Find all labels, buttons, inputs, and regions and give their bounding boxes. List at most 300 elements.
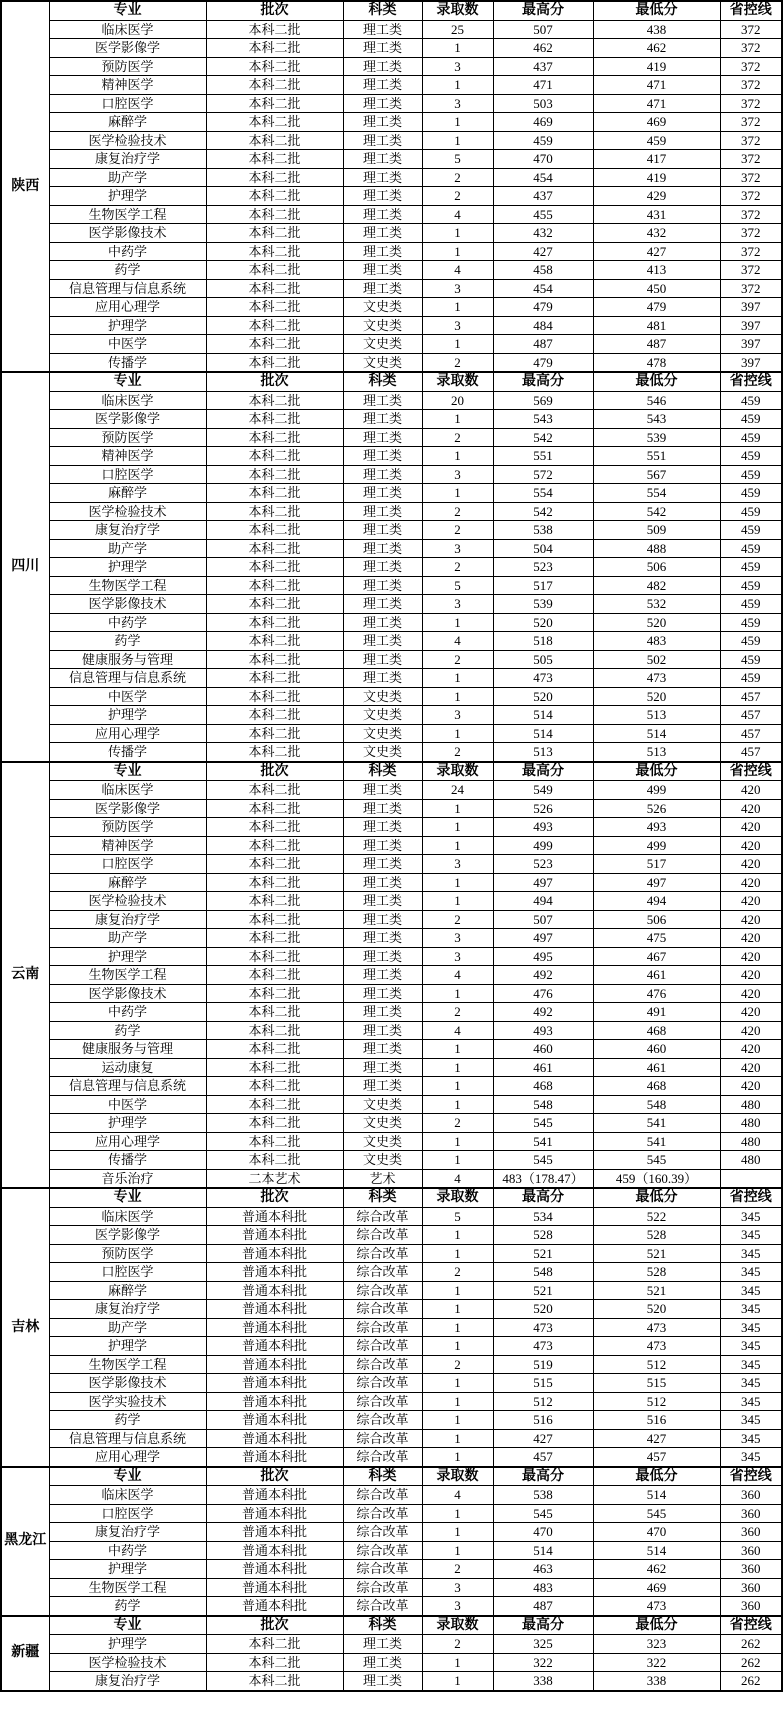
cell-major: 信息管理与信息系统 [49,669,206,688]
cell-max-score: 479 [493,298,593,317]
column-header: 批次 [206,1467,343,1486]
table-row [1,76,782,95]
cell-category: 综合改革 [343,1578,422,1597]
column-header: 专业 [49,1616,206,1635]
cell-min-score: 459 [593,131,720,150]
cell-min-score: 515 [593,1374,720,1393]
cell-min-score: 473 [593,1318,720,1337]
cell-batch: 普通本科批 [206,1448,343,1467]
cell-batch: 本科二批 [206,613,343,632]
cell-min-score: 543 [593,410,720,429]
table-row [1,1672,782,1691]
cell-major: 麻醉学 [49,1281,206,1300]
cell-max-score: 538 [493,521,593,540]
column-header: 录取数 [422,1467,493,1486]
cell-major: 应用心理学 [49,298,206,317]
cell-cutoff [720,1169,782,1188]
cell-cutoff: 360 [720,1504,782,1523]
column-header: 科类 [343,1467,422,1486]
cell-major: 口腔医学 [49,855,206,874]
cell-min-score: 419 [593,168,720,187]
cell-count: 1 [422,892,493,911]
cell-major: 精神医学 [49,76,206,95]
table-row [1,410,782,429]
cell-count: 2 [422,168,493,187]
table-row [1,428,782,447]
table-row [1,650,782,669]
cell-min-score: 459（160.39） [593,1169,720,1188]
cell-count: 1 [422,1226,493,1245]
cell-count: 1 [422,447,493,466]
cell-min-score: 322 [593,1653,720,1672]
cell-major: 医学影像学 [49,410,206,429]
cell-count: 1 [422,1040,493,1059]
column-header: 录取数 [422,762,493,781]
cell-category: 理工类 [343,428,422,447]
table-row [1,818,782,837]
table-row [1,910,782,929]
table-row [1,743,782,762]
cell-min-score: 541 [593,1114,720,1133]
cell-min-score: 514 [593,1486,720,1505]
cell-major: 医学实验技术 [49,1392,206,1411]
cell-batch: 普通本科批 [206,1337,343,1356]
cell-min-score: 551 [593,447,720,466]
cell-count: 1 [422,613,493,632]
cell-max-score: 499 [493,836,593,855]
cell-category: 综合改革 [343,1597,422,1616]
cell-batch: 本科二批 [206,205,343,224]
cell-min-score: 541 [593,1132,720,1151]
table-row [1,168,782,187]
cell-category: 文史类 [343,1151,422,1170]
cell-category: 文史类 [343,743,422,762]
table-row [1,1653,782,1672]
cell-cutoff: 480 [720,1151,782,1170]
cell-max-score: 572 [493,465,593,484]
cell-batch: 本科二批 [206,706,343,725]
cell-cutoff: 459 [720,391,782,410]
cell-batch: 本科二批 [206,113,343,132]
cell-count: 1 [422,1300,493,1319]
table-row [1,465,782,484]
cell-major: 护理学 [49,706,206,725]
column-header: 省控线 [720,1,782,20]
cell-category: 理工类 [343,595,422,614]
cell-batch: 本科二批 [206,1672,343,1691]
cell-max-score: 512 [493,1392,593,1411]
cell-min-score: 545 [593,1151,720,1170]
cell-min-score: 462 [593,39,720,58]
cell-batch: 本科二批 [206,57,343,76]
cell-cutoff: 360 [720,1541,782,1560]
cell-category: 理工类 [343,892,422,911]
cell-count: 1 [422,484,493,503]
cell-max-score: 457 [493,1448,593,1467]
cell-batch: 本科二批 [206,1003,343,1022]
column-header: 最高分 [493,372,593,391]
column-header: 专业 [49,372,206,391]
cell-category: 艺术 [343,1169,422,1188]
cell-max-score: 471 [493,76,593,95]
cell-cutoff: 397 [720,316,782,335]
cell-category: 理工类 [343,131,422,150]
cell-min-score: 532 [593,595,720,614]
cell-min-score: 468 [593,1077,720,1096]
cell-batch: 本科二批 [206,502,343,521]
cell-category: 理工类 [343,20,422,39]
table-row [1,799,782,818]
cell-major: 护理学 [49,187,206,206]
cell-min-score: 427 [593,242,720,261]
cell-max-score: 541 [493,1132,593,1151]
cell-major: 医学影像学 [49,39,206,58]
cell-max-score: 538 [493,1486,593,1505]
cell-major: 预防医学 [49,818,206,837]
cell-category: 综合改革 [343,1226,422,1245]
cell-cutoff: 480 [720,1095,782,1114]
cell-count: 1 [422,76,493,95]
cell-category: 理工类 [343,873,422,892]
cell-major: 麻醉学 [49,873,206,892]
cell-min-score: 497 [593,873,720,892]
table-row [1,669,782,688]
cell-min-score: 467 [593,947,720,966]
cell-min-score: 528 [593,1226,720,1245]
column-header: 最高分 [493,762,593,781]
cell-major: 信息管理与信息系统 [49,1077,206,1096]
table-row [1,1151,782,1170]
cell-category: 理工类 [343,391,422,410]
column-header-row [1,1188,782,1207]
cell-max-score: 463 [493,1560,593,1579]
column-header-row [1,1467,782,1486]
cell-count: 3 [422,1597,493,1616]
cell-max-score: 549 [493,781,593,800]
cell-major: 医学影像技术 [49,595,206,614]
cell-cutoff: 459 [720,650,782,669]
cell-major: 药学 [49,261,206,280]
cell-count: 1 [422,1374,493,1393]
cell-major: 医学检验技术 [49,131,206,150]
table-row [1,1300,782,1319]
table-row [1,1560,782,1579]
table-row [1,316,782,335]
cell-batch: 本科二批 [206,521,343,540]
cell-batch: 本科二批 [206,484,343,503]
cell-max-score: 548 [493,1263,593,1282]
cell-batch: 普通本科批 [206,1263,343,1282]
table-row [1,1021,782,1040]
cell-major: 临床医学 [49,1207,206,1226]
cell-count: 25 [422,20,493,39]
cell-category: 文史类 [343,298,422,317]
cell-category: 理工类 [343,613,422,632]
cell-cutoff: 420 [720,1040,782,1059]
cell-max-score: 520 [493,613,593,632]
cell-min-score: 469 [593,1578,720,1597]
cell-category: 文史类 [343,1114,422,1133]
cell-min-score: 516 [593,1411,720,1430]
cell-cutoff: 459 [720,521,782,540]
cell-cutoff: 372 [720,131,782,150]
cell-count: 1 [422,39,493,58]
cell-batch: 本科二批 [206,279,343,298]
cell-category: 综合改革 [343,1541,422,1560]
cell-count: 3 [422,539,493,558]
cell-count: 5 [422,150,493,169]
table-row [1,1635,782,1654]
cell-major: 护理学 [49,947,206,966]
column-header-row [1,372,782,391]
cell-category: 理工类 [343,984,422,1003]
cell-max-score: 521 [493,1244,593,1263]
cell-count: 1 [422,1281,493,1300]
cell-min-score: 567 [593,465,720,484]
cell-batch: 普通本科批 [206,1560,343,1579]
table-row [1,984,782,1003]
cell-major: 助产学 [49,1318,206,1337]
cell-cutoff: 372 [720,113,782,132]
cell-cutoff: 457 [720,706,782,725]
cell-min-score: 520 [593,687,720,706]
table-row [1,261,782,280]
cell-max-score: 495 [493,947,593,966]
cell-max-score: 545 [493,1151,593,1170]
province-label: 吉林 [1,1188,49,1467]
cell-batch: 本科二批 [206,1077,343,1096]
cell-major: 口腔医学 [49,94,206,113]
cell-min-score: 461 [593,966,720,985]
cell-count: 4 [422,1486,493,1505]
cell-count: 1 [422,1392,493,1411]
cell-max-score: 514 [493,1541,593,1560]
cell-batch: 普通本科批 [206,1578,343,1597]
column-header: 批次 [206,762,343,781]
cell-max-score: 458 [493,261,593,280]
cell-min-score: 471 [593,94,720,113]
cell-cutoff: 345 [720,1300,782,1319]
cell-category: 理工类 [343,76,422,95]
cell-max-score: 548 [493,1095,593,1114]
column-header: 科类 [343,762,422,781]
cell-batch: 本科二批 [206,687,343,706]
cell-max-score: 523 [493,558,593,577]
cell-category: 综合改革 [343,1504,422,1523]
cell-batch: 本科二批 [206,966,343,985]
cell-min-score: 514 [593,1541,720,1560]
table-row [1,1374,782,1393]
cell-category: 文史类 [343,1095,422,1114]
cell-batch: 本科二批 [206,595,343,614]
cell-category: 文史类 [343,353,422,372]
cell-max-score: 504 [493,539,593,558]
cell-batch: 普通本科批 [206,1392,343,1411]
cell-category: 理工类 [343,113,422,132]
cell-major: 生物医学工程 [49,1355,206,1374]
cell-min-score: 506 [593,910,720,929]
cell-cutoff: 420 [720,1003,782,1022]
cell-max-score: 492 [493,1003,593,1022]
cell-batch: 普通本科批 [206,1486,343,1505]
cell-count: 1 [422,410,493,429]
cell-min-score: 413 [593,261,720,280]
table-row [1,873,782,892]
table-row [1,966,782,985]
cell-count: 2 [422,1114,493,1133]
cell-max-score: 473 [493,1337,593,1356]
cell-category: 综合改革 [343,1300,422,1319]
cell-cutoff: 459 [720,669,782,688]
cell-max-score: 473 [493,1318,593,1337]
cell-category: 综合改革 [343,1448,422,1467]
cell-cutoff: 459 [720,465,782,484]
cell-cutoff: 420 [720,1021,782,1040]
cell-min-score: 469 [593,113,720,132]
table-row [1,113,782,132]
cell-batch: 本科二批 [206,1635,343,1654]
cell-major: 传播学 [49,743,206,762]
cell-max-score: 497 [493,873,593,892]
cell-min-score: 513 [593,706,720,725]
cell-batch: 普通本科批 [206,1523,343,1542]
cell-max-score: 528 [493,1226,593,1245]
cell-max-score: 519 [493,1355,593,1374]
cell-category: 文史类 [343,706,422,725]
cell-major: 临床医学 [49,1486,206,1505]
cell-category: 理工类 [343,818,422,837]
table-row [1,1504,782,1523]
cell-category: 理工类 [343,1077,422,1096]
cell-cutoff: 420 [720,1058,782,1077]
cell-min-score: 548 [593,1095,720,1114]
table-row [1,1523,782,1542]
cell-cutoff: 420 [720,966,782,985]
cell-batch: 普通本科批 [206,1226,343,1245]
cell-cutoff: 372 [720,224,782,243]
cell-cutoff: 372 [720,57,782,76]
province-label: 陕西 [1,1,49,372]
cell-category: 综合改革 [343,1374,422,1393]
cell-major: 临床医学 [49,20,206,39]
cell-min-score: 493 [593,818,720,837]
cell-max-score: 494 [493,892,593,911]
cell-batch: 本科二批 [206,1132,343,1151]
cell-count: 1 [422,1058,493,1077]
cell-major: 医学影像技术 [49,984,206,1003]
table-row [1,836,782,855]
table-row [1,1486,782,1505]
cell-count: 3 [422,595,493,614]
cell-major: 护理学 [49,1635,206,1654]
column-header: 专业 [49,1188,206,1207]
cell-cutoff: 345 [720,1207,782,1226]
cell-major: 应用心理学 [49,1448,206,1467]
cell-cutoff: 360 [720,1523,782,1542]
cell-major: 麻醉学 [49,113,206,132]
cell-batch: 本科二批 [206,818,343,837]
cell-cutoff: 345 [720,1374,782,1393]
table-row [1,242,782,261]
cell-batch: 本科二批 [206,187,343,206]
cell-count: 1 [422,1337,493,1356]
cell-batch: 普通本科批 [206,1597,343,1616]
cell-cutoff: 459 [720,595,782,614]
cell-cutoff: 360 [720,1597,782,1616]
cell-count: 2 [422,187,493,206]
table-row [1,706,782,725]
cell-major: 护理学 [49,558,206,577]
cell-max-score: 503 [493,94,593,113]
cell-batch: 本科二批 [206,984,343,1003]
cell-cutoff: 459 [720,539,782,558]
cell-min-score: 494 [593,892,720,911]
cell-major: 药学 [49,1021,206,1040]
cell-max-score: 469 [493,113,593,132]
cell-min-score: 512 [593,1392,720,1411]
cell-cutoff: 420 [720,873,782,892]
cell-count: 3 [422,1578,493,1597]
cell-max-score: 462 [493,39,593,58]
cell-min-score: 546 [593,391,720,410]
cell-major: 康复治疗学 [49,521,206,540]
cell-batch: 本科二批 [206,929,343,948]
cell-count: 1 [422,1095,493,1114]
column-header: 最高分 [493,1467,593,1486]
province-label: 四川 [1,372,49,762]
cell-max-score: 437 [493,57,593,76]
cell-cutoff: 345 [720,1355,782,1374]
column-header: 批次 [206,1616,343,1635]
cell-major: 助产学 [49,168,206,187]
cell-cutoff: 345 [720,1392,782,1411]
cell-max-score: 454 [493,168,593,187]
cell-batch: 本科二批 [206,650,343,669]
cell-min-score: 461 [593,1058,720,1077]
cell-category: 理工类 [343,855,422,874]
cell-category: 理工类 [343,521,422,540]
cell-category: 理工类 [343,168,422,187]
cell-count: 1 [422,1429,493,1448]
cell-batch: 本科二批 [206,539,343,558]
cell-count: 24 [422,781,493,800]
table-row [1,224,782,243]
cell-min-score: 470 [593,1523,720,1542]
cell-count: 4 [422,966,493,985]
cell-count: 1 [422,1672,493,1691]
cell-min-score: 473 [593,1337,720,1356]
cell-max-score: 468 [493,1077,593,1096]
table-row [1,724,782,743]
cell-batch: 本科二批 [206,1653,343,1672]
cell-count: 1 [422,724,493,743]
cell-min-score: 483 [593,632,720,651]
column-header: 省控线 [720,762,782,781]
cell-category: 理工类 [343,1021,422,1040]
table-row [1,131,782,150]
cell-count: 4 [422,1169,493,1188]
table-row [1,632,782,651]
cell-batch: 本科二批 [206,1095,343,1114]
table-row [1,1058,782,1077]
column-header: 批次 [206,1,343,20]
cell-max-score: 542 [493,428,593,447]
cell-max-score: 487 [493,1597,593,1616]
column-header: 最低分 [593,1188,720,1207]
table-row [1,521,782,540]
cell-batch: 本科二批 [206,391,343,410]
table-row [1,94,782,113]
